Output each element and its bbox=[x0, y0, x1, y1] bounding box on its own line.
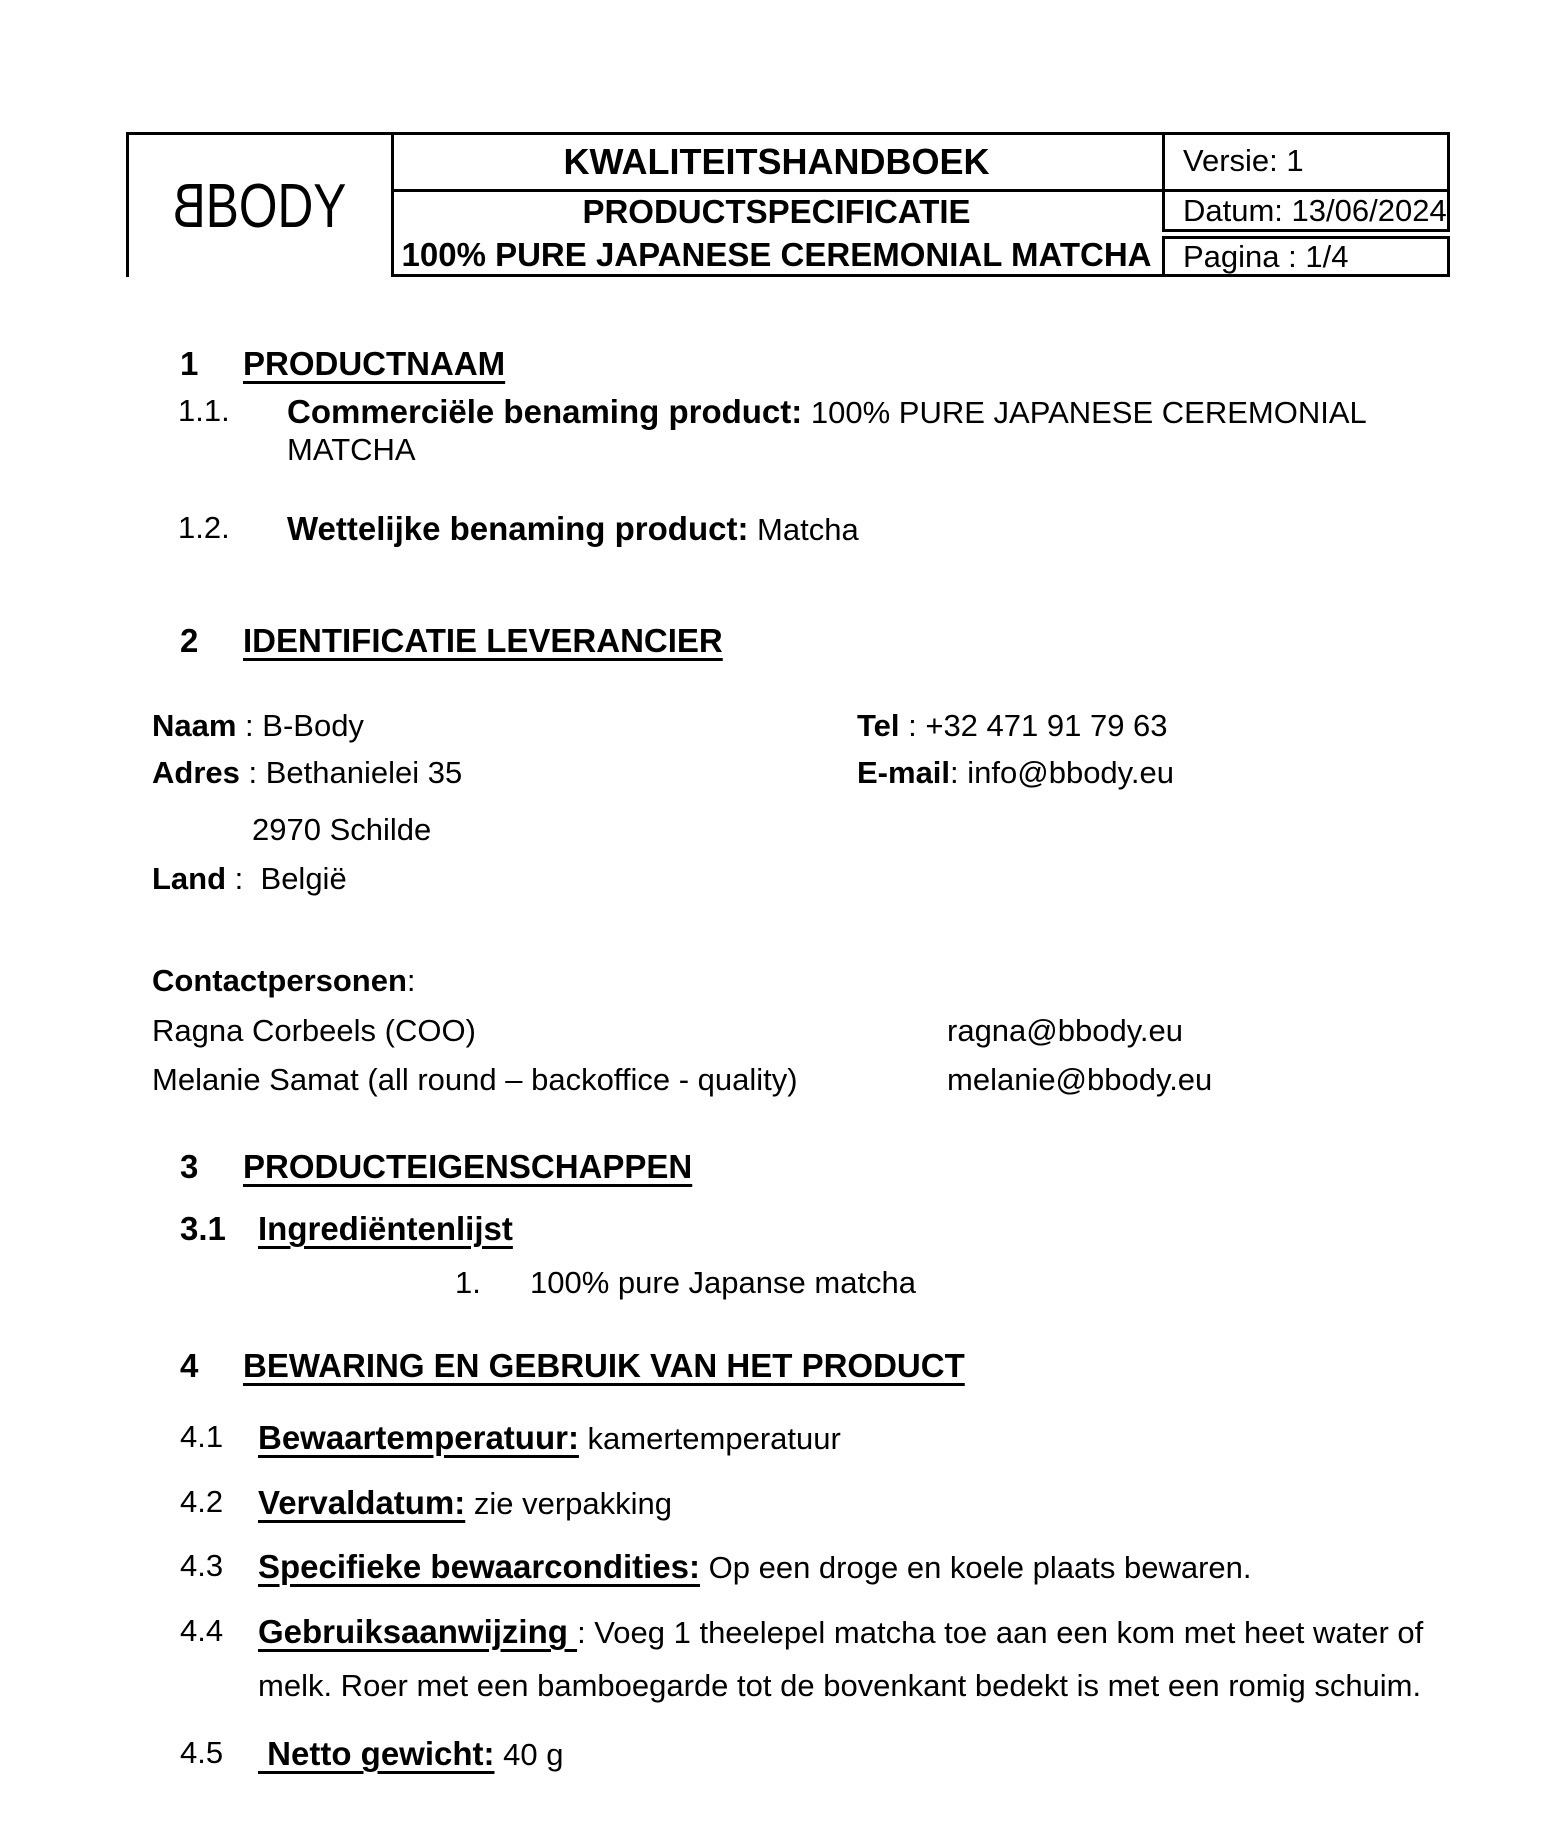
supplier-tel-value: : +32 471 91 79 63 bbox=[899, 708, 1168, 743]
item-4-2-label: Vervaldatum: bbox=[258, 1484, 466, 1521]
item-4-4-line2: melk. Roer met een bamboegarde tot de bovenkant bedekt is met een romig schuim. bbox=[258, 1668, 1422, 1703]
document-title: KWALITEITSHANDBOEK bbox=[563, 141, 990, 182]
section3-1-number: 3.1 bbox=[180, 1210, 226, 1247]
contacts-heading: Contactpersonen bbox=[152, 963, 407, 998]
section3-number: 3 bbox=[180, 1148, 199, 1185]
item-4-5-value: 40 g bbox=[494, 1737, 564, 1772]
item-1-2-number: 1.2. bbox=[178, 510, 230, 545]
item-1-2-value: Matcha bbox=[748, 512, 859, 547]
supplier-name-line bbox=[152, 707, 364, 744]
date-value: Datum: 13/06/2024 bbox=[1183, 192, 1447, 228]
section2-title: IDENTIFICATIE LEVERANCIER bbox=[243, 622, 723, 659]
version-cell bbox=[1162, 132, 1450, 192]
section1-title: PRODUCTNAAM bbox=[243, 345, 506, 382]
item-4-4-line1 bbox=[258, 1612, 1423, 1652]
product-name: 100% PURE JAPANESE CEREMONIAL MATCHA bbox=[401, 235, 1152, 273]
item-1-1-label: Commerciële benaming product: bbox=[287, 393, 803, 430]
version-value: Versie: 1 bbox=[1183, 143, 1304, 178]
contacts-heading-line bbox=[152, 962, 416, 999]
supplier-name-value: : B-Body bbox=[236, 708, 364, 743]
supplier-email-label: E-mail bbox=[857, 755, 951, 790]
date-cell bbox=[1162, 192, 1450, 232]
supplier-email-line bbox=[857, 754, 1174, 791]
logo-mirrored-b: B bbox=[173, 171, 207, 241]
section1-number: 1 bbox=[180, 345, 199, 382]
item-1-1-number: 1.1. bbox=[178, 393, 230, 428]
item-4-3-label: Specifieke bewaarcondities: bbox=[258, 1548, 701, 1585]
section4-title: BEWARING EN GEBRUIK VAN HET PRODUCT bbox=[243, 1347, 965, 1384]
contact1-name: Ragna Corbeels (COO) bbox=[152, 1013, 476, 1048]
contact2-name: Melanie Samat (all round – backoffice - quality) bbox=[152, 1062, 798, 1097]
item-1-2-line bbox=[287, 509, 859, 549]
logo-cell bbox=[126, 132, 394, 277]
contacts-heading-colon: : bbox=[406, 963, 416, 998]
document-subtitle-cell bbox=[391, 192, 1162, 277]
item-4-5-label: Netto gewicht: bbox=[258, 1735, 495, 1772]
item-4-3-line bbox=[258, 1547, 1252, 1587]
item-4-2-value: zie verpakking bbox=[465, 1486, 673, 1521]
item-1-1-line2: MATCHA bbox=[287, 432, 416, 467]
page-number-cell bbox=[1162, 236, 1450, 277]
item-1-1-line1 bbox=[287, 392, 1367, 432]
supplier-tel-line bbox=[857, 707, 1168, 744]
supplier-tel-label: Tel bbox=[857, 708, 900, 743]
section2-number: 2 bbox=[180, 622, 199, 659]
section4-number: 4 bbox=[180, 1347, 199, 1384]
supplier-address-label: Adres bbox=[152, 755, 240, 790]
item-4-3-value: Op een droge en koele plaats bewaren. bbox=[700, 1550, 1252, 1585]
document-subtitle: PRODUCTSPECIFICATIE bbox=[582, 192, 971, 230]
item-4-3-number: 4.3 bbox=[180, 1548, 224, 1583]
item-4-2-line bbox=[258, 1483, 672, 1523]
item-4-5-number: 4.5 bbox=[180, 1735, 224, 1770]
section3-1-title: Ingrediëntenlijst bbox=[258, 1210, 513, 1247]
supplier-country-label: Land bbox=[152, 861, 227, 896]
supplier-address-line2: 2970 Schilde bbox=[252, 812, 432, 847]
item-4-2-number: 4.2 bbox=[180, 1484, 224, 1519]
section3-title: PRODUCTEIGENSCHAPPEN bbox=[243, 1148, 693, 1185]
item-4-1-line bbox=[258, 1418, 841, 1458]
logo-text: BODY bbox=[206, 171, 347, 241]
ingredient-text: 100% pure Japanse matcha bbox=[530, 1265, 917, 1300]
supplier-email-value: : info@bbody.eu bbox=[950, 755, 1174, 790]
item-4-1-number: 4.1 bbox=[180, 1419, 224, 1454]
page-number-value: Pagina : 1/4 bbox=[1183, 238, 1349, 274]
supplier-address-value: : Bethanielei 35 bbox=[239, 755, 463, 790]
item-4-5-line bbox=[258, 1734, 563, 1774]
ingredient-number: 1. bbox=[455, 1265, 481, 1300]
supplier-address-line bbox=[152, 754, 462, 791]
item-4-1-label: Bewaartemperatuur: bbox=[258, 1419, 579, 1456]
item-4-1-value: kamertemperatuur bbox=[578, 1421, 841, 1456]
contact2-email: melanie@bbody.eu bbox=[947, 1062, 1213, 1097]
item-4-4-number: 4.4 bbox=[180, 1613, 224, 1648]
header-table bbox=[126, 132, 1450, 278]
supplier-country-line bbox=[152, 860, 347, 897]
item-4-4-value: : Voeg 1 theelepel matcha toe aan een kom met heet water of bbox=[577, 1615, 1424, 1650]
item-1-2-label: Wettelijke benaming product: bbox=[287, 510, 749, 547]
supplier-name-label: Naam bbox=[152, 708, 237, 743]
item-4-4-label: Gebruiksaanwijzing bbox=[258, 1613, 578, 1650]
supplier-country-value: : België bbox=[226, 861, 347, 896]
contact1-email: ragna@bbody.eu bbox=[947, 1013, 1184, 1048]
bbody-logo bbox=[173, 171, 347, 242]
document-title-cell bbox=[391, 132, 1162, 192]
item-1-1-value: 100% PURE JAPANESE CEREMONIAL bbox=[802, 395, 1367, 430]
